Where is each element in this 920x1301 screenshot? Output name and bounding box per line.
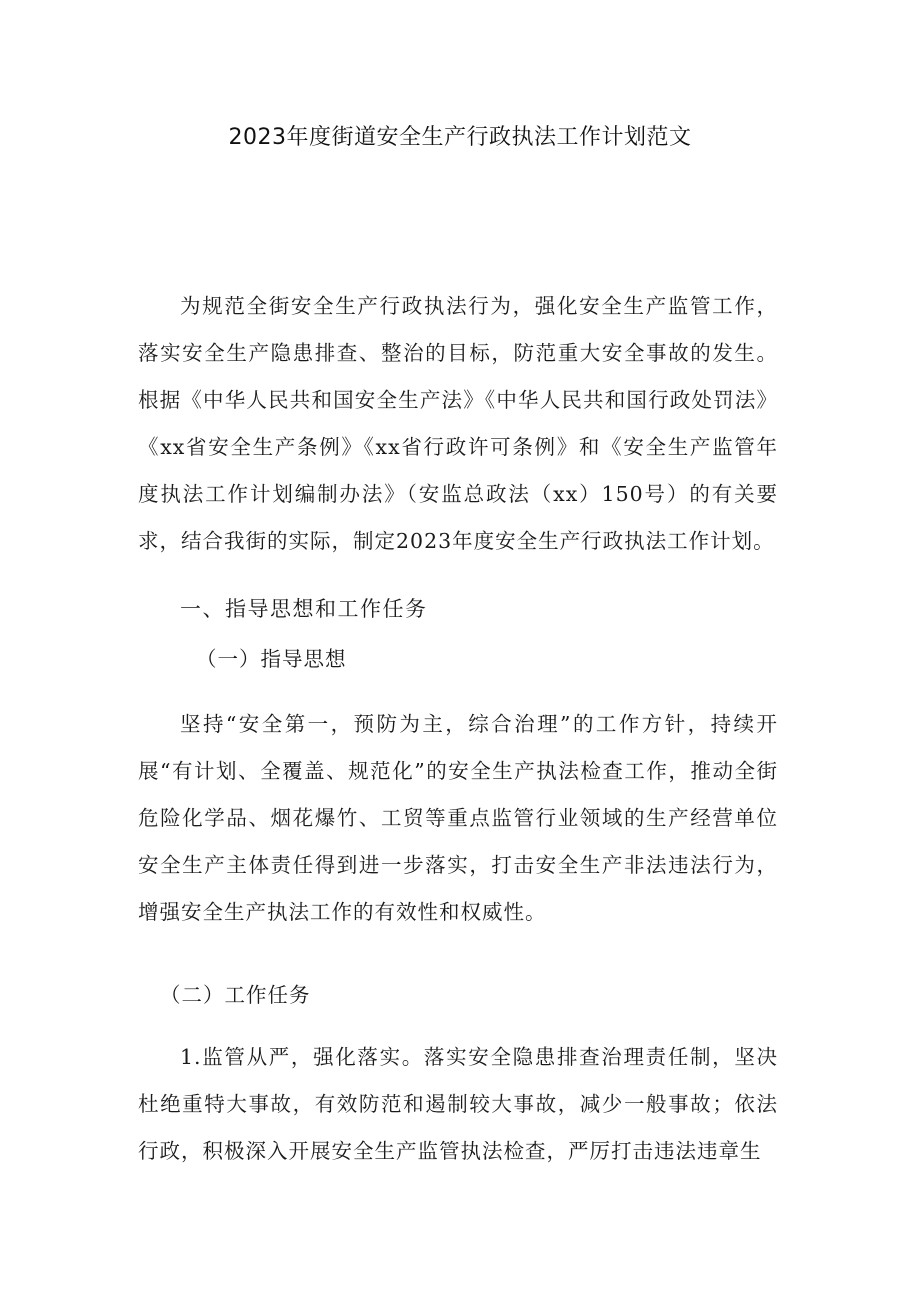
subsection-heading-guiding-thought: （一）指导思想: [196, 647, 347, 671]
intro-paragraph: 为规范全街安全生产行政执法行为，强化安全生产监管工作，落实安全生产隐患排查、整治的目标，防范重大安全事故的发生。根据《中华人民共和国安全生产法》《中华人民共和国行政处罚法》《xx省安全生产条例》《xx省行政许可条例》和《安全生产监管年度执法工作计划编制办法》（安监总政法（xx）150号）的有关要求，结合我街的实际，制定2023年度安全生产行政执法工作计划。: [138, 294, 778, 553]
task-1-paragraph: 1.监管从严，强化落实。落实安全隐患排查治理责任制，坚决杜绝重特大事故，有效防范和遏制较大事故，减少一般事故；依法行政，积极深入开展安全生产监管执法检查，严厉打击违法违章生: [138, 1045, 778, 1163]
section-heading-guiding-and-tasks: 一、指导思想和工作任务: [180, 597, 428, 621]
document-title: 2023年度街道安全生产行政执法工作计划范文: [228, 125, 692, 150]
subsection-heading-work-tasks: （二）工作任务: [160, 983, 311, 1007]
guiding-thought-paragraph: 坚持“安全第一，预防为主，综合治理”的工作方针，持续开展“有计划、全覆盖、规范化”的安全生产执法检查工作，推动全街危险化学品、烟花爆竹、工贸等重点监管行业领域的生产经营单位安全生产主体责任得到进一步落实，打击安全生产非法违法行为，增强安全生产执法工作的有效性和权威性。: [138, 712, 778, 924]
